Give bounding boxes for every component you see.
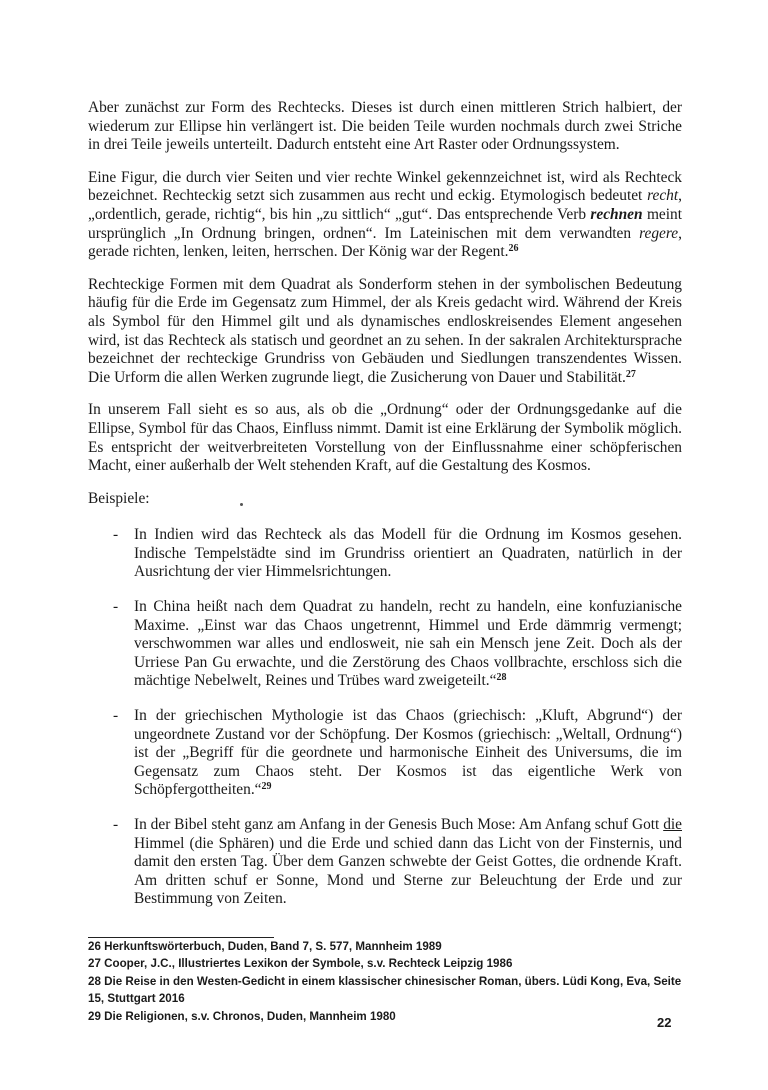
term-recht: recht [647,187,679,205]
p2-text-c: , „ordentlich, gerade, richtig“, bis hin „zu sittlich“ „gut“. Das entsprechende Verb [88,187,682,223]
list-item [88,707,682,800]
stray-mark [240,503,243,506]
list-dash: - [113,598,119,616]
p2-text-e: meint ursprünglich „In Ordnung bringen, ordnen“. Im Lateinischen mit dem verwandten [88,205,682,242]
list-dash: - [113,526,119,544]
p3-text: Rechteckige Formen mit dem Quadrat als Sonderform stehen in der symbolischen Bedeutung häufig für die Erde im Gegensatz zum Himmel, der als Kreis gedacht wird. Während der Kreis als Symbol für den Himmel gilt und als dynamisches endloskreisendes Element angesehen wird, ist das Rechteck als statisch und geordnet an zu sehen. In der sakralen Architektursprache bezeichnet der rechteckige Grundriss von Gebäuden und Siedlungen transzendentes Wissen. Die Urform die allen Werken zugrunde liegt, die Zusicherung von Dauer und Stabilität. [88,275,682,386]
footnote-ref-27: 27 [625,368,636,380]
list-item [88,816,682,909]
examples-list [88,526,682,909]
paragraph-rectangle-definition [88,169,682,262]
footnote-ref-28: 28 [496,672,507,684]
footnote-ref-26: 26 [508,243,519,255]
example-bible-underlined: die [663,816,682,833]
paragraph-examples-heading: Beispiele: [88,489,150,507]
footnote-28: 28 Die Reise in den Westen-Gedicht in einem klassischer chinesischer Roman, übers. Lüdi Kong, Eva, Seite 15, Stuttgart 2016 [88,974,682,1006]
list-dash: - [113,816,119,833]
list-item [88,526,682,582]
term-regere: regere [639,224,679,242]
paragraph-order-chaos: In unserem Fall sieht es so aus, als ob die „Ordnung“ oder der Ordnungsgedanke auf die Ellipse, Symbol für das Chaos, Einfluss nimmt. Damit ist eine Erklärung der Symbolik möglich. Es entspricht der weitverbreiteten Vorstellung von der Einflussnahme einer schöpferischen Macht, einer außerhalb der Welt stehenden Kraft, auf die Gestaltung des Kosmos. [88,401,682,475]
paragraph-rectangle-symbolism [88,276,682,388]
paragraph-rectangle-form: Aber zunächst zur Form des Rechtecks. Dieses ist durch einen mittleren Strich halbiert, der wiederum zur Ellipse hin verlängert ist. Die beiden Teile wurden nochmals durch zwei Striche in drei Teile jeweils unterteilt. Dadurch entsteht eine Art Raster oder Ordnungssystem. [88,99,682,154]
footnote-27: 27 Cooper, J.C., Illustriertes Lexikon der Symbole, s.v. Rechteck Leipzig 1986 [88,957,513,971]
term-rechnen: rechnen [590,205,643,223]
page-number: 22 [657,1015,672,1030]
p2-text-a: Eine Figur, die durch vier Seiten und vier rechte Winkel gekennzeichnet ist, wird als Rechteck bezeichnet. Rechteckig setzt sich zusammen aus recht und eckig. Etymologisch bedeutet [88,168,682,205]
example-bible-a: In der Bibel steht ganz am Anfang in der Genesis Buch Mose: Am Anfang schuf Gott [134,816,664,833]
list-dash: - [113,707,119,725]
example-bible-c: Himmel (die Sphären) und die Erde und schied dann das Licht von der Finsternis, und damit den ersten Tag. Über dem Ganzen schwebte der Geist Gottes, die ordnende Kraft. Am dritten schuf er Sonne, Mond und Sterne zur Beleuchtung der Erde und zur Bestimmung von Zeiten. [134,834,682,908]
footnote-ref-29: 29 [261,781,272,793]
example-china: In China heißt nach dem Quadrat zu handeln, recht zu handeln, eine konfuzianische Maxime. „Einst war das Chaos ungetrennt, Himmel und Erde dämmrig vermengt; verschwommen war alles und endlosweit, nie sah ein Mensch jene Zeit. Doch als der Urriese Pan Gu erwachte, und die Zerstörung des Chaos vollbrachte, erschloss sich die mächtige Nebelwelt, Reines und Trübes ward zweigeteilt.“ [134,598,682,690]
body-text [88,99,682,925]
p2-text-g: , gerade richten, lenken, leiten, herrschen. Der König war der Regent. [88,224,682,261]
footnotes [88,938,688,1025]
footnote-26: 26 Herkunftswörterbuch, Duden, Band 7, S. 577, Mannheim 1989 [88,940,442,953]
example-india: In Indien wird das Rechteck als das Modell für die Ordnung im Kosmos gesehen. Indische Tempelstädte sind im Grundriss orientiert an Quadraten, natürlich in der Ausrichtung der vier Himmelsrichtungen. [134,526,682,581]
example-greece: In der griechischen Mythologie ist das Chaos (griechisch: „Kluft, Abgrund“) der ungeordnete Zustand vor der Schöpfung. Der Kosmos (griechisch: „Weltall, Ordnung“) ist der „Begriff für die geordnete und harmonische Einheit des Universums, die im Gegensatz zum Chaos steht. Der Kosmos ist das eigentliche Werk von Schöpfergottheiten.“ [134,707,682,799]
footnote-29: 29 Die Religionen, s.v. Chronos, Duden, Mannheim 1980 [88,1009,396,1023]
list-item [88,598,682,691]
